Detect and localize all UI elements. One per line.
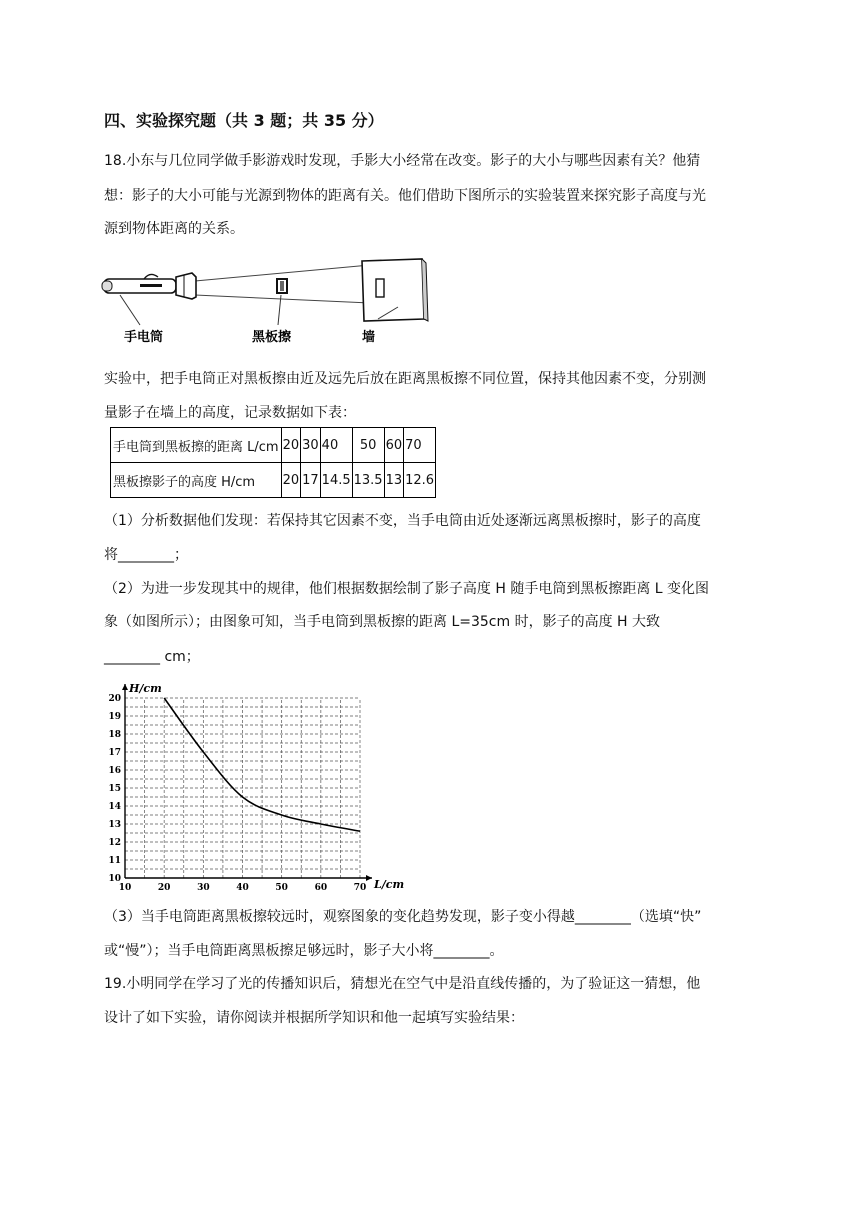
table-row	[111, 428, 436, 463]
table-cell: 12.6	[404, 463, 436, 498]
text-line: 象（如图所示）；由图象可知，当手电筒到黑板擦的距离 L=35cm 时，影子的高度 H 大致	[104, 614, 661, 630]
text-line: 18.小东与几位同学做手影游戏时发现，手影大小经常在改变。影子的大小与哪些因素有关？他猜	[104, 153, 701, 169]
y-tick-label: 11	[108, 856, 121, 866]
wall-image	[362, 259, 428, 321]
x-tick-label: 60	[314, 883, 328, 893]
eraser-image	[277, 279, 287, 293]
leader-line	[278, 295, 281, 325]
light-beam-bottom	[195, 295, 370, 303]
row-label-height: 黑板擦影子的高度 H/cm	[111, 463, 282, 498]
y-tick-label: 16	[108, 766, 121, 776]
section-title: 四、实验探究题（共 3 题；共 35 分）	[104, 111, 384, 130]
table-cell: 70	[404, 428, 436, 463]
x-axis-arrow	[366, 875, 372, 881]
y-tick-label: 13	[108, 820, 121, 830]
text-line: 或“慢”）；当手电筒距离黑板擦足够远时，影子大小将________。	[104, 943, 504, 959]
label-flashlight: 手电筒	[124, 330, 164, 345]
y-tick-label: 15	[108, 784, 121, 794]
x-tick-label: 20	[157, 883, 171, 893]
table-cell: 13	[384, 463, 404, 498]
table-cell: 13.5	[352, 463, 384, 498]
x-tick-label: 30	[197, 883, 210, 893]
text-line: 实验中，把手电筒正对黑板擦由近及远先后放在距离黑板擦不同位置，保持其他因素不变，分别测	[104, 371, 706, 387]
text-line: 量影子在墙上的高度，记录数据如下表：	[104, 405, 356, 421]
table-cell: 20	[281, 463, 301, 498]
text-line: （2）为进一步发现其中的规律，他们根据数据绘制了影子高度 H 随手电筒到黑板擦距离 L 变化图	[104, 581, 710, 597]
label-wall: 墙	[362, 330, 376, 345]
row-label-distance: 手电筒到黑板擦的距离 L/cm	[111, 428, 282, 463]
y-axis-arrow	[122, 684, 128, 690]
y-tick-label: 17	[108, 748, 121, 758]
label-eraser: 黑板擦	[252, 330, 292, 345]
shadow-height-chart	[100, 678, 405, 893]
x-tick-label: 70	[353, 883, 367, 893]
text-line: （3）当手电筒距离黑板擦较远时，观察图象的变化趋势发现，影子变小得越________（选填“快”	[104, 909, 702, 925]
table-cell: 14.5	[320, 463, 352, 498]
table-cell: 50	[352, 428, 384, 463]
table-cell: 17	[301, 463, 321, 498]
y-tick-label: 20	[108, 694, 121, 704]
leader-line	[120, 295, 140, 325]
y-tick-label: 14	[108, 802, 121, 812]
data-table	[110, 427, 436, 498]
flashlight-image	[102, 273, 196, 299]
x-tick-label: 50	[275, 883, 288, 893]
table-cell: 60	[384, 428, 404, 463]
text-line: ________ cm；	[104, 649, 200, 665]
text-line: （1）分析数据他们发现：若保持其它因素不变，当手电筒由近处逐渐远离黑板擦时，影子的高度	[104, 513, 701, 529]
table-cell: 30	[301, 428, 321, 463]
table-cell: 40	[320, 428, 352, 463]
text-line: 19.小明同学在学习了光的传播知识后，猜想光在空气中是沿直线传播的，为了验证这一猜想，他	[104, 976, 701, 992]
y-tick-label: 19	[108, 712, 121, 722]
text-line: 想：影子的大小可能与光源到物体的距离有关。他们借助下图所示的实验装置来探究影子高度与光	[104, 188, 706, 204]
table-cell: 20	[281, 428, 301, 463]
y-tick-label: 10	[108, 874, 121, 884]
text-line: 将________；	[104, 547, 188, 563]
x-tick-label: 40	[236, 883, 249, 893]
x-axis-label: L/cm	[374, 878, 405, 891]
text-line: 源到物体距离的关系。	[104, 221, 244, 237]
table-row	[111, 463, 436, 498]
apparatus-figure	[100, 255, 440, 347]
y-tick-label: 18	[108, 730, 121, 740]
y-axis-label: H/cm	[129, 682, 162, 695]
x-tick-label: 10	[118, 883, 132, 893]
y-tick-label: 12	[108, 838, 121, 848]
text-line: 设计了如下实验，请你阅读并根据所学知识和他一起填写实验结果：	[104, 1010, 524, 1026]
